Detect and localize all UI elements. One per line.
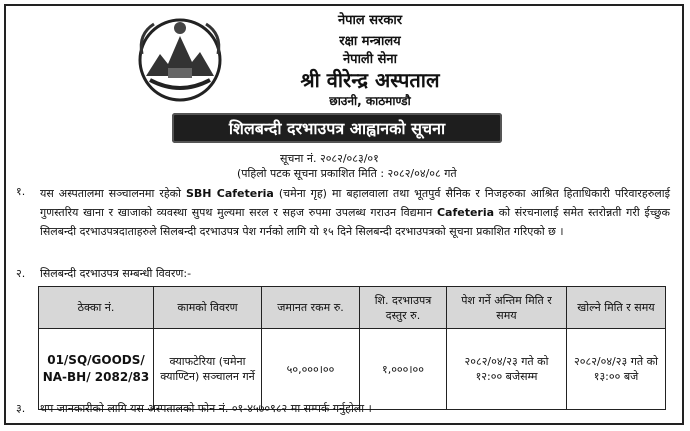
para3-number: ३. — [16, 402, 26, 415]
cell-open: २०८२/०४/२३ गते को १३:०० बजे — [567, 329, 666, 410]
para2-text: सिलबन्दी दरभाउपत्र सम्बन्धी विवरण:- — [40, 267, 192, 280]
ministry-title: रक्षा मन्त्रालय — [339, 34, 401, 49]
col-header-desc: कामको विवरण — [154, 287, 262, 329]
gov-title: नेपाल सरकार — [337, 13, 403, 28]
cell-deposit: ५०,०००।०० — [262, 329, 360, 410]
cell-contract-code: 01/SQ/GOODS/ NA-BH/ 2082/83 — [39, 329, 154, 410]
army-title: नेपाली सेना — [342, 52, 398, 67]
col-header-deposit: जमानत रकम रु. — [262, 287, 360, 329]
nepal-emblem-icon — [132, 14, 228, 106]
table-header-row — [39, 287, 666, 329]
para1-text: यस अस्पतालमा सञ्चालनमा रहेको SBH Cafeteria (चमेना गृह) मा बहालवाला तथा भूतपुर्व सैनिक र निजहरुका आश्रित हिताधिकारी परिवारहरुलाई गुणस्तरिय खाना र खाजाको व्यवस्था सुपथ मुल्यमा सरल र सहज रुपमा उपलब्ध गराउन विद्यमान Cafeteria को संरचनालाई समेत स्तरोन्नती गरी ईच्छुक सिलबन्दी दरभाउपत्रदाताहरुले सिलबन्दी दरभाउपत्र पेश गर्नको लागि यो १५ दिने सिलबन्दी दरभाउपत्रको सूचना प्रकाशित गरिएको छ । — [40, 187, 671, 238]
tender-table — [38, 286, 666, 410]
col-header-open: खोल्ने मिति र समय — [567, 287, 666, 329]
para2-number: २. — [16, 267, 26, 280]
hospital-title: श्री वीरेन्द्र अस्पताल — [300, 68, 440, 92]
cell-desc: क्याफटेरिया (चमेना क्याण्टिन) सञ्चालन गर्ने — [154, 329, 262, 410]
col-header-submit: पेश गर्ने अन्तिम मिति र समय — [447, 287, 567, 329]
cell-submit: २०८२/०४/२३ गते को १२:०० बजेसम्म — [447, 329, 567, 410]
col-header-fee: शि. दरभाउपत्र दस्तुर रु. — [360, 287, 447, 329]
para1-number: १. — [16, 185, 26, 198]
published-date: (पहिलो पटक सूचना प्रकाशित मिति : २०८२/०४/०८ गते — [237, 167, 457, 180]
para3-text: थप जानकारीको लागि यस अस्पतालको फोन नं. ०१-४५७०९८२ मा सम्पर्क गर्नुहोला । — [40, 402, 372, 415]
location-title: छाउनी, काठमाण्डौ — [329, 94, 411, 108]
notice-number: सूचना नं. २०८२/०८३/०१ — [280, 152, 379, 165]
notice-banner: शिलबन्दी दरभाउपत्र आह्वानको सूचना — [172, 113, 502, 143]
cell-fee: १,०००।०० — [360, 329, 447, 410]
table-row — [39, 329, 666, 410]
col-header-contract: ठेक्का नं. — [39, 287, 154, 329]
